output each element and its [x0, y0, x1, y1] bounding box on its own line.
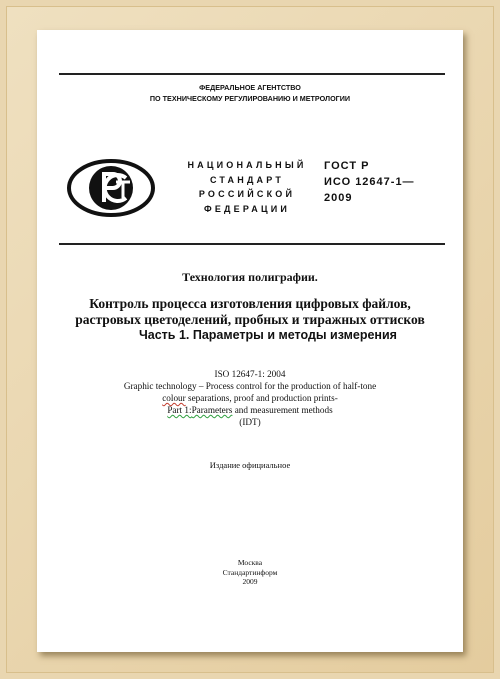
iso-reference-block: [37, 368, 463, 428]
colour-word: colour: [162, 393, 186, 403]
english-title-line-2: [37, 392, 463, 404]
standard-designation: [324, 158, 444, 206]
designation-line-1: ГОСТ Р: [324, 160, 370, 172]
official-edition-label: Издание официальное: [209, 460, 291, 470]
title-line-2: растровых цветоделений, пробных и тиражных оттисков: [75, 312, 425, 327]
english-title-line-3-rest: and measurement methods: [232, 405, 333, 415]
bottom-rule: [59, 243, 445, 245]
imprint-city: Москва: [237, 558, 263, 567]
designation-line-3: 2009: [324, 192, 353, 204]
national-standard-label: [187, 158, 307, 216]
english-title-line-1: Graphic technology – Process control for the production of half-tone: [123, 381, 377, 391]
agency-header: [37, 82, 463, 104]
imprint-publisher: Стандартинформ: [222, 567, 278, 577]
subject-heading: Технология полиграфии.: [182, 270, 318, 284]
imprint-block: [37, 558, 463, 587]
standard-line-4: ФЕДЕРАЦИИ: [203, 203, 291, 214]
part-prefix: Part 1:: [167, 405, 192, 415]
iso-ref: ISO 12647-1: 2004: [214, 369, 286, 379]
standard-line-2: СТАНДАРТ: [209, 174, 285, 185]
agency-line-1: ФЕДЕРАЛЬНОЕ АГЕНТСТВО: [199, 83, 301, 92]
imprint-year: 2009: [242, 577, 258, 586]
document-page: [37, 30, 463, 652]
part-title: Часть 1. Параметры и методы измерения: [139, 328, 397, 342]
english-title-line-3: [37, 404, 463, 416]
idt-label: (IDT): [239, 417, 261, 427]
rst-logo-icon: [66, 158, 156, 218]
russian-title: [37, 296, 463, 328]
title-line-1: Контроль процесса изготовления цифровых файлов,: [89, 296, 411, 311]
parameters-word: Parameters: [191, 405, 233, 415]
agency-line-2: ПО ТЕХНИЧЕСКОМУ РЕГУЛИРОВАНИЮ И МЕТРОЛОГИИ: [149, 94, 351, 103]
english-title-line-2-rest: separations, proof and production prints-: [185, 393, 338, 403]
top-rule: [59, 73, 445, 75]
designation-line-2: ИСО 12647-1—: [324, 176, 415, 188]
standard-line-3: РОССИЙСКОЙ: [198, 189, 296, 199]
standard-line-1: НАЦИОНАЛЬНЫЙ: [187, 160, 307, 170]
